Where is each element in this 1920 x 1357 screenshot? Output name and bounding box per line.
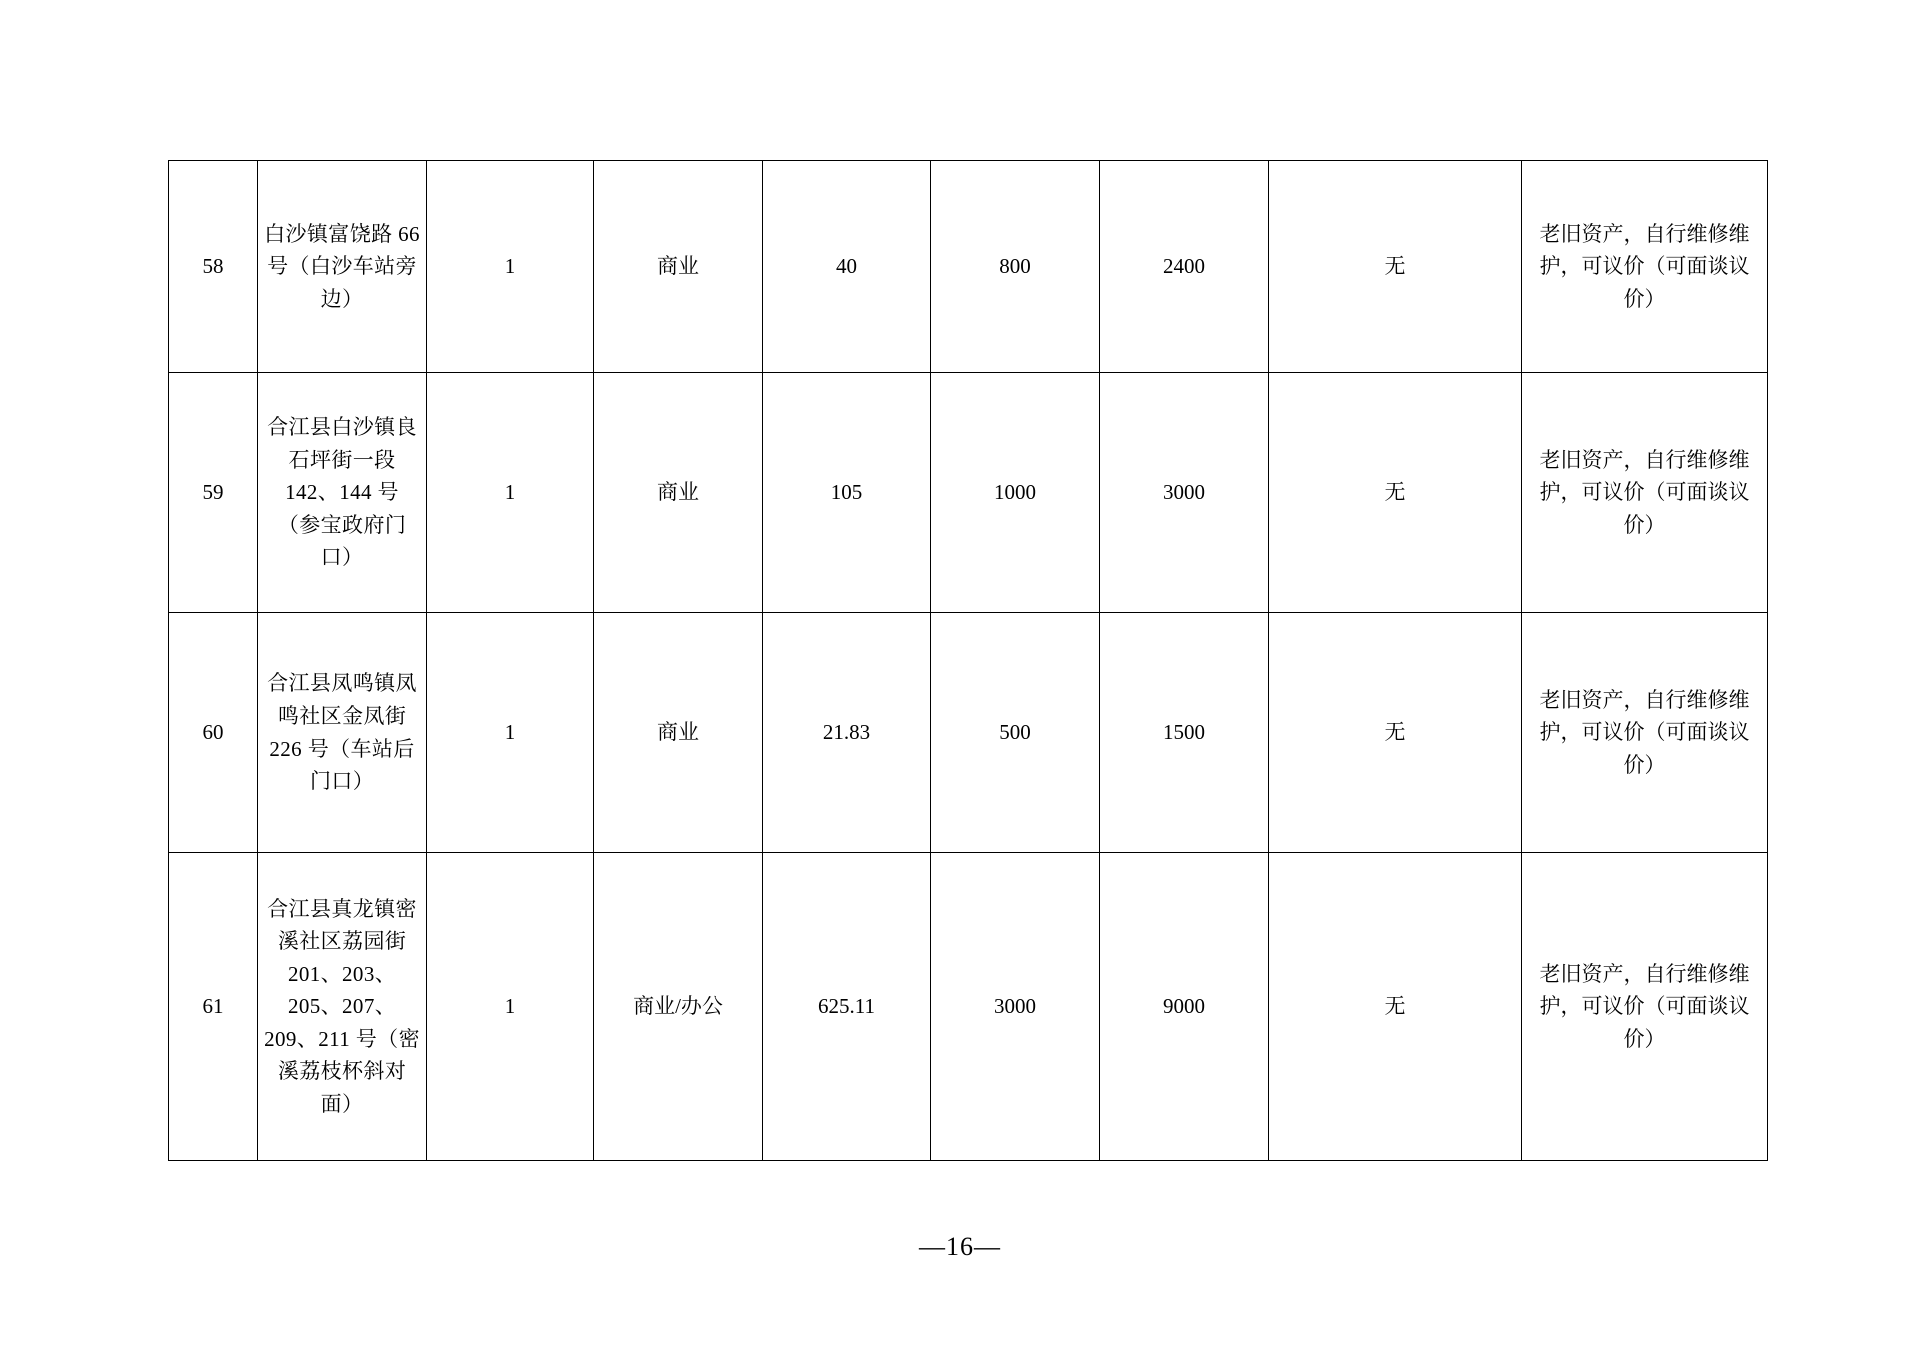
row-price-high: 1500	[1100, 613, 1269, 853]
page-number: —16—	[919, 1232, 1001, 1261]
row-address: 合江县凤鸣镇凤鸣社区金凤街 226 号（车站后门口）	[258, 613, 427, 853]
table-row	[169, 613, 1768, 853]
row-area: 105	[763, 373, 931, 613]
row-area: 40	[763, 161, 931, 373]
row-count: 1	[427, 373, 594, 613]
row-note: 老旧资产，自行维修维护，可议价（可面谈议价）	[1522, 853, 1768, 1161]
row-count: 1	[427, 161, 594, 373]
row-note: 老旧资产，自行维修维护，可议价（可面谈议价）	[1522, 373, 1768, 613]
table-row	[169, 853, 1768, 1161]
row-note: 老旧资产，自行维修维护，可议价（可面谈议价）	[1522, 613, 1768, 853]
row-usage: 商业	[594, 613, 763, 853]
row-index: 59	[169, 373, 258, 613]
row-address: 合江县白沙镇良石坪街一段 142、144 号（参宝政府门口）	[258, 373, 427, 613]
row-address: 白沙镇富饶路 66 号（白沙车站旁边）	[258, 161, 427, 373]
row-price-high: 9000	[1100, 853, 1269, 1161]
row-price-low: 1000	[931, 373, 1100, 613]
row-other: 无	[1269, 161, 1522, 373]
row-price-low: 800	[931, 161, 1100, 373]
asset-table	[168, 160, 1768, 1161]
row-usage: 商业	[594, 161, 763, 373]
row-area: 21.83	[763, 613, 931, 853]
row-address: 合江县真龙镇密溪社区荔园街 201、203、205、207、209、211 号（密溪荔枝杯斜对面）	[258, 853, 427, 1161]
row-count: 1	[427, 613, 594, 853]
row-price-high: 2400	[1100, 161, 1269, 373]
row-other: 无	[1269, 853, 1522, 1161]
row-price-low: 500	[931, 613, 1100, 853]
row-area: 625.11	[763, 853, 931, 1161]
asset-table-container	[168, 160, 1768, 1161]
row-note: 老旧资产，自行维修维护，可议价（可面谈议价）	[1522, 161, 1768, 373]
row-usage: 商业/办公	[594, 853, 763, 1161]
row-other: 无	[1269, 373, 1522, 613]
row-index: 58	[169, 161, 258, 373]
table-row	[169, 373, 1768, 613]
row-price-low: 3000	[931, 853, 1100, 1161]
row-price-high: 3000	[1100, 373, 1269, 613]
row-usage: 商业	[594, 373, 763, 613]
table-row	[169, 161, 1768, 373]
row-count: 1	[427, 853, 594, 1161]
row-index: 60	[169, 613, 258, 853]
row-other: 无	[1269, 613, 1522, 853]
row-index: 61	[169, 853, 258, 1161]
